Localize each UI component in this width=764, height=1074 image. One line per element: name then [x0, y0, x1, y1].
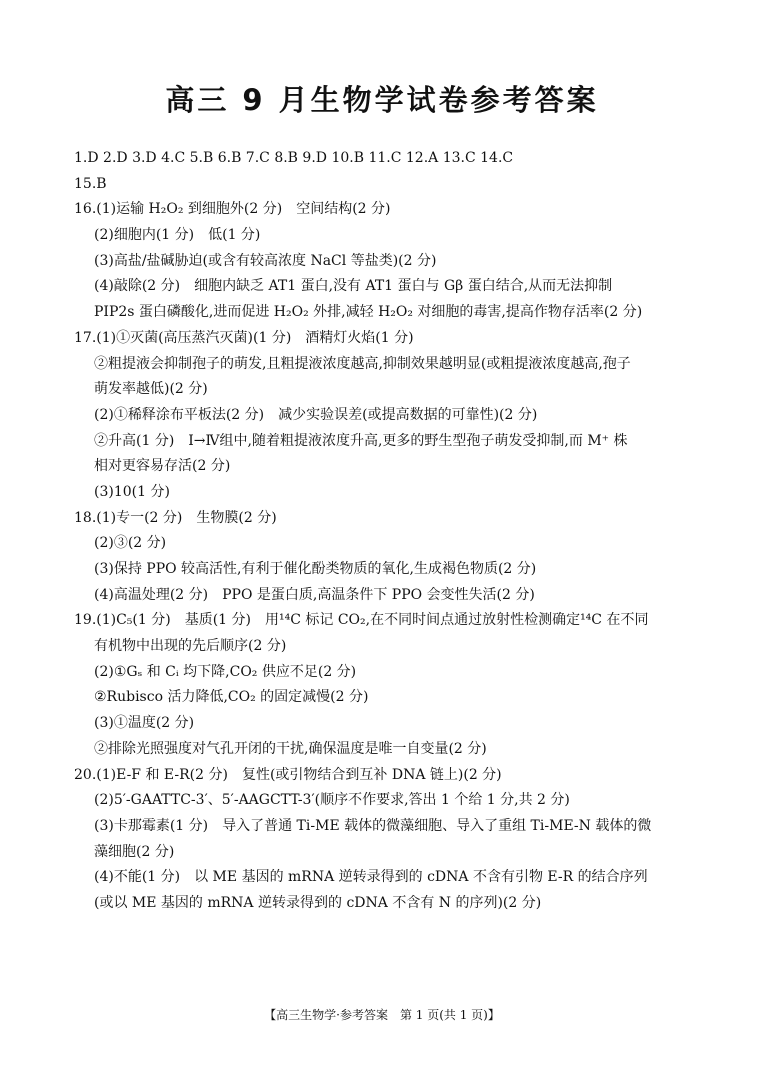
answer-line: ②Rubisco 活力降低,CO₂ 的固定减慢(2 分) — [94, 689, 369, 706]
answer-line: (3)高盐/盐碱胁迫(或含有较高浓度 NaCl 等盐类)(2 分) — [94, 252, 437, 269]
answer-line: (或以 ME 基因的 mRNA 逆转录得到的 cDNA 不含有 N 的序列)(2 分) — [94, 894, 542, 911]
answer-line: 相对更容易存活(2 分) — [94, 458, 231, 475]
answer-line: (2)细胞内(1 分) 低(1 分) — [94, 227, 261, 244]
answer-line: (2)①稀释涂布平板法(2 分) 减少实验误差(或提高数据的可靠性)(2 分) — [94, 406, 538, 423]
answer-line: 19.(1)C₅(1 分) 基质(1 分) 用¹⁴C 标记 CO₂,在不同时间点通过放射性检测确定¹⁴C 在不同 — [74, 612, 649, 629]
answer-line: 18.(1)专一(2 分) 生物膜(2 分) — [74, 509, 277, 526]
answer-line: 16.(1)运输 H₂O₂ 到细胞外(2 分) 空间结构(2 分) — [74, 201, 391, 218]
answer-line: (3)10(1 分) — [94, 483, 170, 500]
answer-line: 17.(1)①灭菌(高压蒸汽灭菌)(1 分) 酒精灯火焰(1 分) — [74, 329, 414, 346]
answer-line: 1.D 2.D 3.D 4.C 5.B 6.B 7.C 8.B 9.D 10.B 11.C 12.A 13.C 14.C — [74, 150, 514, 166]
answer-line: 有机物中出现的先后顺序(2 分) — [94, 638, 287, 655]
answer-line: (3)保持 PPO 较高活性,有利于催化酚类物质的氧化,生成褐色物质(2 分) — [94, 561, 537, 577]
answer-body — [74, 146, 694, 917]
answer-line: (4)敲除(2 分) 细胞内缺乏 AT1 蛋白,没有 AT1 蛋白与 Gβ 蛋白结合,从而无法抑制 — [94, 278, 613, 295]
page-title: 高三 9 月生物学试卷参考答案 — [165, 83, 599, 117]
answer-line: (2)5′-GAATTC-3′、5′-AAGCTT-3′(顺序不作要求,答出 1 个给 1 分,共 2 分) — [94, 792, 570, 809]
answer-line: 20.(1)E-F 和 E-R(2 分) 复性(或引物结合到互补 DNA 链上)(2 分) — [74, 766, 502, 783]
answer-line: ②粗提液会抑制孢子的萌发,且粗提液浓度越高,抑制效果越明显(或粗提液浓度越高,孢子 — [94, 355, 631, 372]
answer-line: (2)①Gₛ 和 Cᵢ 均下降,CO₂ 供应不足(2 分) — [94, 663, 357, 680]
answer-line: 15.B — [74, 175, 107, 192]
answer-line: 萌发率越低)(2 分) — [94, 381, 208, 398]
answer-line: 藻细胞(2 分) — [94, 843, 175, 860]
answer-line: (4)高温处理(2 分) PPO 是蛋白质,高温条件下 PPO 会变性失活(2 分) — [94, 586, 535, 603]
answer-line: (2)③(2 分) — [94, 535, 167, 552]
answer-line: (3)卡那霉素(1 分) 导入了普通 Ti-ME 载体的微藻细胞、导入了重组 Ti-ME-N 载体的微 — [94, 817, 652, 834]
page-footer: 【高三生物学·参考答案 第 1 页(共 1 页)】 — [264, 1008, 500, 1022]
answer-line: (3)①温度(2 分) — [94, 715, 195, 732]
answer-line: ②升高(1 分) Ⅰ→Ⅳ组中,随着粗提液浓度升高,更多的野生型孢子萌发受抑制,而 M⁺ 株 — [94, 432, 628, 449]
answer-line: (4)不能(1 分) 以 ME 基因的 mRNA 逆转录得到的 cDNA 不含有引物 E-R 的结合序列 — [94, 869, 648, 886]
answer-line: ②排除光照强度对气孔开闭的干扰,确保温度是唯一自变量(2 分) — [94, 740, 487, 757]
answer-line: PIP2s 蛋白磷酸化,进而促进 H₂O₂ 外排,减轻 H₂O₂ 对细胞的毒害,提高作物存活率(2 分) — [94, 304, 643, 321]
